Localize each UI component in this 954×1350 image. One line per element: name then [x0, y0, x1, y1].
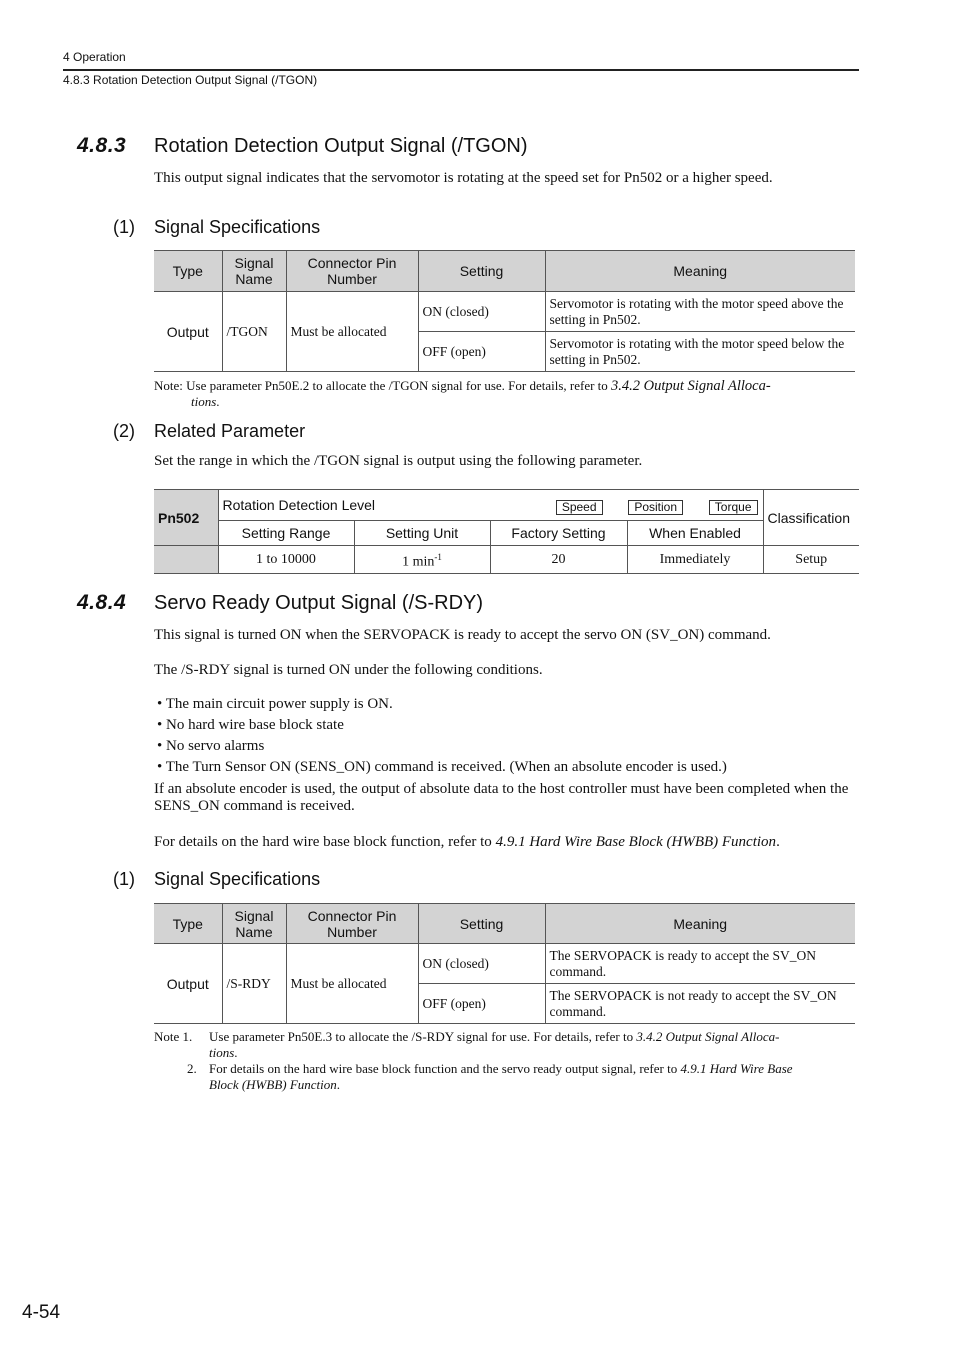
hwbb-text: For details on the hard wire base block function, refer to [154, 834, 496, 850]
param-col-factory-setting: Factory Setting [490, 521, 627, 546]
note-text: Use parameter Pn50E.3 to allocate the /S-RDY signal for use. For details, refer to [209, 1029, 637, 1044]
section-heading-4-8-3 [77, 134, 126, 158]
cell-pin: Must be allocated [286, 944, 418, 1024]
note-2-label: 2. [187, 1061, 197, 1076]
cell-meaning: Servomotor is rotating with the motor speed below the setting in Pn502. [545, 332, 855, 372]
param-range: 1 to 10000 [218, 546, 354, 574]
cell-type: Output [154, 292, 222, 372]
note-period: . [216, 394, 220, 409]
tag-torque: Torque [709, 500, 758, 515]
tgon-signal-table [154, 250, 855, 372]
col-header-signal-name: Signal Name [222, 904, 286, 944]
param-intro: Set the range in which the /TGON signal is output using the following parameter. [154, 453, 643, 469]
tag-position: Position [628, 500, 683, 515]
running-header-chapter: 4 Operation [63, 50, 126, 64]
subsection-title: Signal Specifications [154, 217, 321, 237]
section-title: Rotation Detection Output Signal (/TGON) [154, 135, 528, 157]
subsection-number: (1) [113, 217, 135, 237]
note-text: Note: Use parameter Pn50E.2 to allocate the /TGON signal for use. For details, refer to [154, 378, 612, 393]
note-reference-link[interactable]: 3.4.2 Output Signal Alloca- [636, 1029, 780, 1044]
section-title: Servo Ready Output Signal (/S-RDY) [154, 592, 484, 614]
cell-meaning: Servomotor is rotating with the motor speed above the setting in Pn502. [545, 292, 855, 332]
cell-pin: Must be allocated [286, 292, 418, 372]
pn502-parameter-table [154, 489, 859, 574]
note-reference-link[interactable]: 4.9.1 Hard Wire Base [680, 1061, 793, 1076]
note-reference-link-cont[interactable]: Block (HWBB) Function [209, 1077, 337, 1092]
param-col-setting-range: Setting Range [218, 521, 354, 546]
cell-signal: /TGON [222, 292, 286, 372]
list-item: • The main circuit power supply is ON. [157, 696, 393, 712]
conditions-intro: The /S-RDY signal is turned ON under the following conditions. [154, 662, 543, 678]
param-name: Rotation Detection Level [222, 497, 376, 513]
param-factory: 20 [490, 546, 627, 574]
section-heading-4-8-4 [77, 591, 126, 615]
note-reference-link-cont[interactable]: tions [191, 394, 217, 409]
list-item: • No servo alarms [157, 738, 265, 754]
section-intro: This output signal indicates that the servomotor is rotating at the speed set for Pn502 or a higher speed. [154, 170, 773, 186]
param-tags [556, 498, 758, 515]
page-number: 4-54 [22, 1302, 61, 1323]
subsection-number: (1) [113, 869, 135, 889]
cell-signal: /S-RDY [222, 944, 286, 1024]
col-header-setting: Setting [418, 904, 545, 944]
cell-type: Output [154, 944, 222, 1024]
param-id-filler [154, 546, 218, 574]
unit-exponent: -1 [434, 551, 442, 562]
param-col-when-enabled: When Enabled [627, 521, 763, 546]
hwbb-reference [154, 834, 854, 851]
cell-setting: OFF (open) [418, 984, 545, 1024]
col-header-signal-name: Signal Name [222, 251, 286, 292]
col-header-meaning: Meaning [545, 251, 855, 292]
cell-setting: ON (closed) [418, 292, 545, 332]
section-number: 4.8.4 [77, 591, 127, 614]
note-period: . [234, 1045, 238, 1060]
header-rule [63, 69, 859, 71]
col-header-connector-pin: Connector Pin Number [286, 251, 418, 292]
col-header-connector-pin: Connector Pin Number [286, 904, 418, 944]
col-header-type: Type [154, 904, 222, 944]
subsection-number: (2) [113, 421, 135, 441]
note-reference-link[interactable]: 3.4.2 Output Signal Alloca- [611, 378, 771, 394]
cell-meaning: The SERVOPACK is not ready to accept the SV_ON command. [545, 984, 855, 1024]
hwbb-reference-link[interactable]: 4.9.1 Hard Wire Base Block (HWBB) Function [495, 834, 777, 850]
list-item: • The Turn Sensor ON (SENS_ON) command is received. (When an absolute encoder is used.) [157, 759, 727, 775]
note-1 [209, 1029, 857, 1061]
classification-label: Classification [763, 490, 859, 546]
absolute-encoder-note: If an absolute encoder is used, the output of absolute data to the host controller must have been completed when the SENS_ON command is received. [154, 781, 849, 814]
hwbb-period: . [776, 834, 780, 850]
note-2 [209, 1061, 857, 1093]
srdy-signal-table [154, 903, 855, 1024]
section-number: 4.8.3 [77, 134, 127, 157]
param-col-setting-unit: Setting Unit [354, 521, 490, 546]
section-intro: This signal is turned ON when the SERVOPACK is ready to accept the servo ON (SV_ON) command. [154, 627, 771, 643]
cell-meaning: The SERVOPACK is ready to accept the SV_ON command. [545, 944, 855, 984]
param-name-cell [218, 490, 763, 521]
param-unit [354, 546, 490, 574]
col-header-meaning: Meaning [545, 904, 855, 944]
note-text: For details on the hard wire base block function and the servo ready output signal, refer to [209, 1061, 681, 1076]
col-header-setting: Setting [418, 251, 545, 292]
cell-setting: ON (closed) [418, 944, 545, 984]
subsection-title: Related Parameter [154, 421, 306, 441]
subsection-title: Signal Specifications [154, 869, 321, 889]
note-label: Note 1. [154, 1029, 193, 1044]
conditions-list [157, 694, 857, 778]
note-period: . [336, 1077, 341, 1092]
param-classification: Setup [763, 546, 859, 574]
param-id: Pn502 [154, 490, 218, 546]
unit-base: 1 min [402, 554, 435, 570]
tgon-note [154, 378, 854, 410]
col-header-type: Type [154, 251, 222, 292]
cell-setting: OFF (open) [418, 332, 545, 372]
running-header-section: 4.8.3 Rotation Detection Output Signal (/TGON) [63, 73, 318, 87]
list-item: • No hard wire base block state [157, 717, 344, 733]
param-enabled: Immediately [627, 546, 763, 574]
tag-speed: Speed [556, 500, 603, 515]
note-reference-link-cont[interactable]: tions [209, 1045, 235, 1060]
